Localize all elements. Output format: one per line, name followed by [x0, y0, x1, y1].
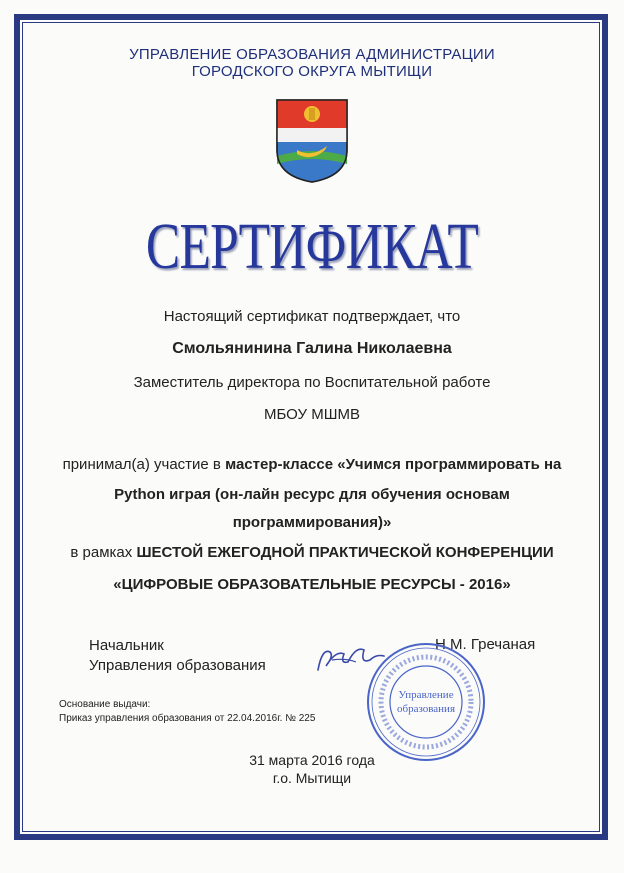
confirm-text: Настоящий сертификат подтверждает, что: [163, 308, 461, 325]
recipient-organization: МБОУ МШМВ: [264, 406, 360, 423]
stamp-center-text-1: Управление: [398, 689, 454, 701]
issue-city: г.о. Мытищи: [272, 770, 352, 786]
conference-name-part-1: ШЕСТОЙ ЕЖЕГОДНОЙ ПРАКТИЧЕСКОЙ КОНФЕРЕНЦИИ: [136, 544, 554, 561]
signer-name: Н.М. Гречаная: [435, 636, 536, 653]
signer-title-line-2: Управления образования: [89, 657, 266, 674]
signer-title-line-1: Начальник: [89, 637, 164, 654]
official-stamp: [364, 640, 488, 764]
framework-prefix: в рамках: [70, 544, 137, 561]
issuer-line-1: УПРАВЛЕНИЕ ОБРАЗОВАНИЯ АДМИНИСТРАЦИИ: [129, 46, 495, 63]
stamp-center-text-2: образования: [396, 703, 456, 715]
coat-of-arms-icon: [275, 98, 349, 184]
issue-basis-label: Основание выдачи:: [59, 699, 151, 710]
signer-title: [89, 636, 266, 676]
issuer-header: [0, 46, 624, 80]
issue-basis-order: Приказ управления образования от 22.04.2016г. № 225: [59, 713, 316, 724]
participation-line-1: [0, 456, 624, 473]
certificate-title: СЕРТИФИКАТ: [145, 210, 479, 283]
issuer-line-2: ГОРОДСКОГО ОКРУГА МЫТИЩИ: [191, 63, 433, 80]
participation-prefix: принимал(а) участие в: [62, 456, 226, 473]
recipient-name: Смольянинина Галина Николаевна: [172, 340, 452, 357]
recipient-position: Заместитель директора по Воспитательной работе: [133, 374, 491, 391]
masterclass-title-part-3: программирования)»: [232, 514, 392, 531]
masterclass-title-part-1: мастер-классе «Учимся программировать на: [225, 456, 562, 473]
issue-basis: [59, 698, 315, 726]
conference-line-1: [0, 544, 624, 561]
conference-name-part-2: «ЦИФРОВЫЕ ОБРАЗОВАТЕЛЬНЫЕ РЕСУРСЫ - 2016»: [113, 576, 511, 593]
issue-date: 31 марта 2016 года: [249, 752, 375, 768]
masterclass-title-part-2: Python играя (он-лайн ресурс для обучения основам: [114, 486, 510, 503]
